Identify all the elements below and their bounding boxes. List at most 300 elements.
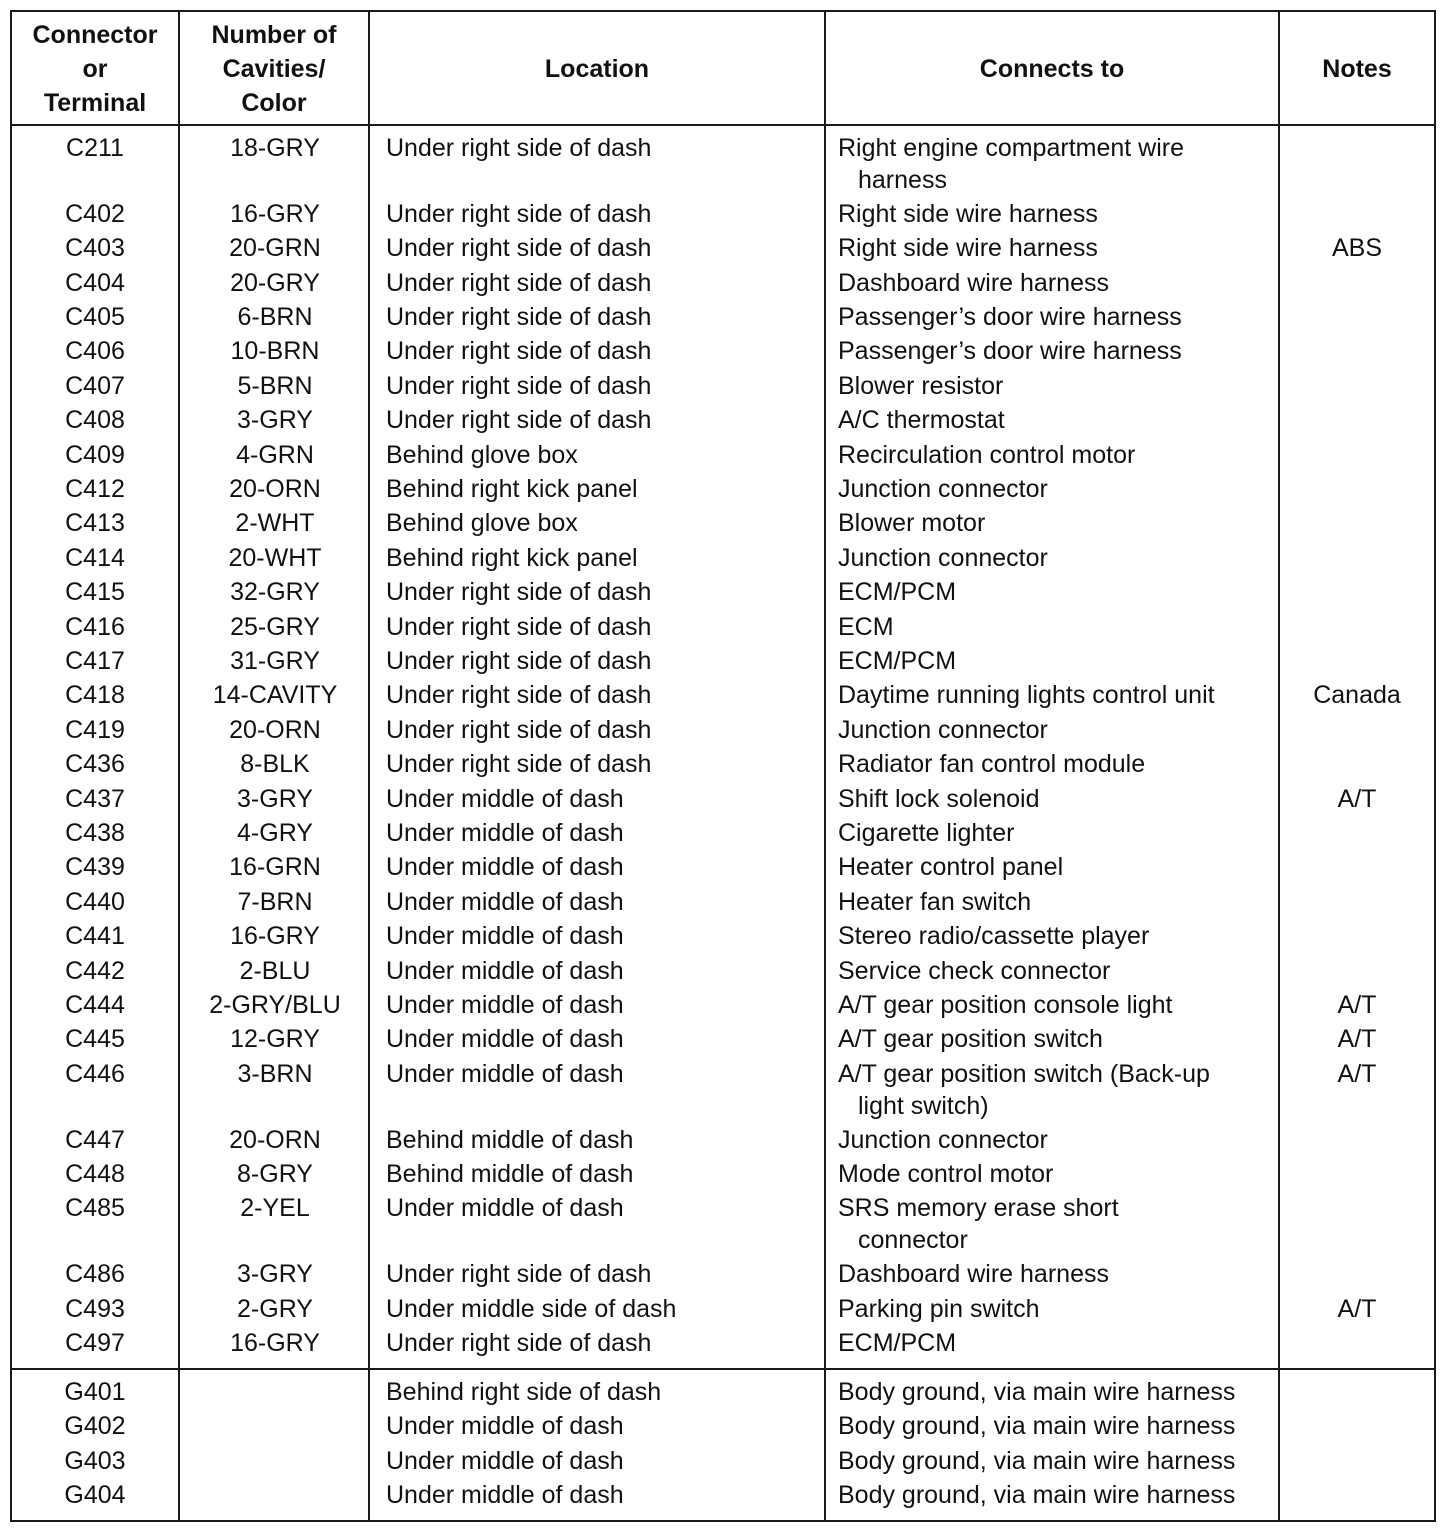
location-cell xyxy=(386,404,816,436)
connects-cell xyxy=(838,1479,1278,1511)
terminal-cell-text: C402 xyxy=(65,199,125,228)
connects-cell-text: A/T gear position console light xyxy=(838,991,1173,1019)
location-cell-text: Under middle of dash xyxy=(386,853,624,882)
connects-cell-text: Junction connector xyxy=(838,475,1048,503)
cavities-cell-text: 4-GRN xyxy=(236,440,314,469)
location-cell xyxy=(386,542,816,574)
cavities-cell xyxy=(180,198,370,230)
cavities-cell xyxy=(180,1058,370,1090)
header-cavities-line: Cavities/ xyxy=(222,55,326,83)
terminal-cell xyxy=(12,611,178,643)
cavities-cell xyxy=(180,576,370,608)
location-cell-text: Under middle of dash xyxy=(386,1481,624,1510)
cavities-cell-text: 16-GRY xyxy=(230,1329,320,1357)
terminal-cell-text: C403 xyxy=(65,234,125,263)
location-cell xyxy=(386,1058,816,1090)
location-cell-text: Under middle of dash xyxy=(386,1194,624,1223)
cavities-cell xyxy=(180,714,370,746)
connects-cell-text: Radiator fan control module xyxy=(838,750,1146,779)
connects-cell-text: Body ground, via main wire harness xyxy=(838,1378,1236,1406)
terminal-cell xyxy=(12,198,178,230)
header-terminal-line: Terminal xyxy=(43,89,147,117)
terminal-cell-text: C441 xyxy=(65,922,125,951)
location-cell-text: Under right side of dash xyxy=(386,1329,652,1357)
cavities-cell xyxy=(180,1192,370,1224)
terminal-cell xyxy=(12,439,178,471)
location-cell-text: Under right side of dash xyxy=(386,681,652,710)
terminal-cell-text: C413 xyxy=(65,509,125,538)
connects-cell xyxy=(838,645,1278,677)
location-cell xyxy=(386,335,816,367)
location-cell-text: Under middle of dash xyxy=(386,991,624,1019)
location-cell xyxy=(386,1410,816,1442)
location-cell-text: Under right side of dash xyxy=(386,647,652,675)
terminal-cell-text: C447 xyxy=(65,1125,125,1154)
notes-cell xyxy=(1280,679,1434,711)
terminal-cell xyxy=(12,301,178,333)
connects-cell xyxy=(838,1445,1278,1477)
location-cell xyxy=(386,886,816,918)
notes-cell-text: A/T xyxy=(1337,1025,1377,1054)
cavities-cell-text: 16-GRY xyxy=(230,922,320,951)
header-connects xyxy=(826,12,1278,126)
cavities-cell xyxy=(180,989,370,1021)
terminal-cell-text: C438 xyxy=(65,819,125,847)
connects-cell-text: Cigarette lighter xyxy=(838,819,1015,847)
location-cell-text: Under middle of dash xyxy=(386,887,624,916)
cavities-cell-text: 25-GRY xyxy=(230,612,320,641)
connects-cell-text: Passenger’s door wire harness xyxy=(838,337,1182,366)
cavities-cell xyxy=(180,645,370,677)
terminal-cell-text: C493 xyxy=(65,1294,125,1323)
terminal-cell xyxy=(12,232,178,264)
cavities-cell xyxy=(180,439,370,471)
terminal-cell-text: G404 xyxy=(64,1481,126,1510)
cavities-cell xyxy=(180,783,370,815)
connects-cell xyxy=(838,301,1278,333)
terminal-cell xyxy=(12,920,178,952)
terminal-cell-text: C486 xyxy=(65,1260,125,1289)
location-cell xyxy=(386,851,816,883)
location-cell xyxy=(386,679,816,711)
terminal-cell xyxy=(12,404,178,436)
notes-cell xyxy=(1280,989,1434,1021)
location-cell xyxy=(386,1158,816,1190)
location-cell xyxy=(386,439,816,471)
location-cell xyxy=(386,507,816,539)
header-cavities-line: Number of xyxy=(211,21,337,49)
cavities-cell xyxy=(180,679,370,711)
terminal-cell xyxy=(12,748,178,780)
location-cell-text: Under right side of dash xyxy=(386,406,652,435)
location-cell-text: Under middle of dash xyxy=(386,819,624,847)
cavities-cell-text: 8-GRY xyxy=(237,1160,313,1188)
connects-cell xyxy=(838,920,1278,952)
cavities-cell xyxy=(180,370,370,402)
terminal-cell-text: C444 xyxy=(65,991,125,1019)
connects-cell-text: Parking pin switch xyxy=(838,1294,1040,1323)
notes-cell xyxy=(1280,1023,1434,1055)
terminal-cell-text: C406 xyxy=(65,337,125,366)
terminal-cell xyxy=(12,645,178,677)
location-cell-text: Under right side of dash xyxy=(386,303,652,331)
header-notes xyxy=(1280,12,1434,126)
terminal-cell-text: C404 xyxy=(65,268,125,297)
cavities-cell-text: 7-BRN xyxy=(237,887,313,916)
header-location-label: Location xyxy=(544,55,650,83)
connects-cell-continuation: harness xyxy=(858,166,947,194)
cavities-cell-text: 20-WHT xyxy=(228,543,322,572)
connects-cell xyxy=(838,611,1278,643)
terminal-cell-text: G401 xyxy=(64,1378,126,1406)
cavities-cell-text: 16-GRN xyxy=(229,853,321,882)
connects-cell xyxy=(838,576,1278,608)
location-cell xyxy=(386,955,816,987)
terminal-cell xyxy=(12,679,178,711)
header-connects-label: Connects to xyxy=(979,55,1125,83)
connects-cell-text: ECM/PCM xyxy=(838,578,957,607)
location-cell xyxy=(386,1023,816,1055)
cavities-cell-text: 3-BRN xyxy=(237,1059,313,1088)
connects-cell xyxy=(838,817,1278,849)
connects-cell-text: Heater control panel xyxy=(838,853,1064,882)
terminal-cell-text: C417 xyxy=(65,647,125,675)
connects-cell-text: Blower motor xyxy=(838,509,986,538)
connector-table xyxy=(10,10,1436,1522)
notes-cell xyxy=(1280,783,1434,815)
connects-cell xyxy=(838,1376,1278,1408)
terminal-cell-text: C409 xyxy=(65,440,125,469)
location-cell xyxy=(386,645,816,677)
terminal-cell-text: C211 xyxy=(66,134,124,162)
cavities-cell-text: 20-ORN xyxy=(229,475,321,503)
connects-cell xyxy=(838,783,1278,815)
location-cell xyxy=(386,989,816,1021)
cavities-cell-text: 20-ORN xyxy=(229,1125,321,1154)
connects-cell-text: Junction connector xyxy=(838,1125,1048,1154)
location-cell-text: Under right side of dash xyxy=(386,578,652,607)
connects-cell-text: A/T gear position switch (Back-up xyxy=(838,1059,1210,1088)
terminal-cell-text: C446 xyxy=(65,1059,125,1088)
terminal-cell xyxy=(12,370,178,402)
location-cell-text: Under right side of dash xyxy=(386,234,652,263)
connects-cell-text: A/T gear position switch xyxy=(838,1025,1103,1054)
cavities-cell-text: 31-GRY xyxy=(230,647,320,675)
terminal-cell xyxy=(12,714,178,746)
connects-cell-text: Dashboard wire harness xyxy=(838,1260,1109,1289)
cavities-cell xyxy=(180,748,370,780)
cavities-cell xyxy=(180,232,370,264)
cavities-cell xyxy=(180,267,370,299)
notes-cell xyxy=(1280,1293,1434,1325)
location-cell-text: Behind middle of dash xyxy=(386,1125,634,1154)
location-cell xyxy=(386,132,816,164)
connects-cell-text: Recirculation control motor xyxy=(838,440,1136,469)
cavities-cell-text: 3-GRY xyxy=(237,406,313,435)
cavities-cell xyxy=(180,1158,370,1190)
location-cell xyxy=(386,267,816,299)
connects-cell-text: Right engine compartment wire xyxy=(838,134,1184,162)
cavities-cell-text: 12-GRY xyxy=(230,1025,320,1054)
connects-cell xyxy=(838,1293,1278,1325)
cavities-cell-text: 16-GRY xyxy=(230,199,320,228)
cavities-cell-text: 2-WHT xyxy=(235,509,315,538)
terminal-cell xyxy=(12,1058,178,1090)
notes-cell xyxy=(1280,1058,1434,1090)
location-cell-text: Behind right side of dash xyxy=(386,1378,662,1406)
terminal-cell-text: C419 xyxy=(65,715,125,744)
connects-cell-text: Body ground, via main wire harness xyxy=(838,1481,1236,1510)
connects-cell xyxy=(838,748,1278,780)
header-notes-label: Notes xyxy=(1322,55,1392,83)
connects-cell-text: Body ground, via main wire harness xyxy=(838,1446,1236,1475)
location-cell-text: Under middle of dash xyxy=(386,784,624,813)
cavities-cell xyxy=(180,920,370,952)
cavities-cell-text: 14-CAVITY xyxy=(212,681,338,710)
connects-cell xyxy=(838,542,1278,574)
terminal-cell-text: C445 xyxy=(65,1025,125,1054)
cavities-cell xyxy=(180,132,370,164)
connects-cell-text: Blower resistor xyxy=(838,371,1004,400)
connects-cell-text: Junction connector xyxy=(838,715,1048,744)
location-cell xyxy=(386,370,816,402)
connects-cell-text: ECM/PCM xyxy=(838,647,957,675)
connects-cell xyxy=(838,1023,1278,1055)
terminal-cell xyxy=(12,886,178,918)
location-cell-text: Under middle side of dash xyxy=(386,1294,677,1323)
terminal-cell xyxy=(12,817,178,849)
header-terminal-line: or xyxy=(82,55,108,83)
cavities-cell xyxy=(180,886,370,918)
terminal-cell-text: C437 xyxy=(65,784,125,813)
terminal-cell-text: C448 xyxy=(65,1160,125,1188)
connects-cell xyxy=(838,1327,1278,1359)
connects-cell-text: ECM xyxy=(838,612,894,641)
cavities-cell-text: 8-BLK xyxy=(240,750,310,779)
location-cell-text: Under middle of dash xyxy=(386,956,624,985)
notes-cell-text: A/T xyxy=(1337,991,1377,1019)
connects-cell-text: Stereo radio/cassette player xyxy=(838,922,1150,951)
cavities-cell-text: 3-GRY xyxy=(237,1260,313,1289)
location-cell xyxy=(386,1327,816,1359)
cavities-cell-text: 5-BRN xyxy=(237,371,313,400)
connects-cell xyxy=(838,370,1278,402)
connects-cell xyxy=(838,132,1278,196)
location-cell-text: Behind middle of dash xyxy=(386,1160,634,1188)
cavities-cell xyxy=(180,473,370,505)
location-cell xyxy=(386,576,816,608)
notes-cell-text: A/T xyxy=(1337,784,1377,813)
connects-cell-text: Service check connector xyxy=(838,956,1111,985)
terminal-cell-text: C416 xyxy=(65,612,125,641)
header-location xyxy=(370,12,824,126)
cavities-cell xyxy=(180,335,370,367)
location-cell-text: Under middle of dash xyxy=(386,1025,624,1054)
terminal-cell xyxy=(12,955,178,987)
cavities-cell-text: 10-BRN xyxy=(230,337,320,366)
column-divider xyxy=(824,12,826,1520)
connects-cell-continuation: connector xyxy=(858,1226,968,1255)
location-cell xyxy=(386,1376,816,1408)
connects-cell-text: Right side wire harness xyxy=(838,234,1098,263)
location-cell xyxy=(386,920,816,952)
terminal-cell-text: G402 xyxy=(64,1412,126,1441)
location-cell xyxy=(386,232,816,264)
location-cell-text: Under middle of dash xyxy=(386,1412,624,1441)
terminal-cell-text: C497 xyxy=(65,1329,125,1357)
connects-cell-text: Shift lock solenoid xyxy=(838,784,1040,813)
terminal-cell-text: C418 xyxy=(65,681,125,710)
connects-cell xyxy=(838,1124,1278,1156)
cavities-cell xyxy=(180,1258,370,1290)
location-cell xyxy=(386,817,816,849)
terminal-cell xyxy=(12,335,178,367)
connects-cell-text: ECM/PCM xyxy=(838,1329,957,1357)
terminal-cell xyxy=(12,1445,178,1477)
terminal-cell xyxy=(12,542,178,574)
location-cell xyxy=(386,748,816,780)
connects-cell-text: Right side wire harness xyxy=(838,199,1098,228)
connects-cell xyxy=(838,1158,1278,1190)
terminal-cell xyxy=(12,1192,178,1224)
notes-cell-text: A/T xyxy=(1337,1059,1377,1088)
terminal-cell xyxy=(12,267,178,299)
location-cell-text: Under right side of dash xyxy=(386,134,652,162)
cavities-cell-text: 4-GRY xyxy=(237,819,313,847)
terminal-cell xyxy=(12,1293,178,1325)
cavities-cell xyxy=(180,1293,370,1325)
location-cell xyxy=(386,611,816,643)
cavities-cell xyxy=(180,1124,370,1156)
connects-cell xyxy=(838,267,1278,299)
header-terminal-line: Connector xyxy=(32,21,158,49)
header-terminal xyxy=(12,12,178,126)
connects-cell xyxy=(838,1192,1278,1256)
location-cell xyxy=(386,473,816,505)
connects-cell xyxy=(838,232,1278,264)
location-cell-text: Under right side of dash xyxy=(386,268,652,297)
location-cell-text: Under right side of dash xyxy=(386,612,652,641)
connects-cell-text: Passenger’s door wire harness xyxy=(838,303,1182,331)
terminal-cell-text: C436 xyxy=(65,750,125,779)
terminal-cell xyxy=(12,132,178,164)
notes-cell-text: A/T xyxy=(1337,1294,1377,1323)
terminal-cell xyxy=(12,1479,178,1511)
terminal-cell xyxy=(12,1023,178,1055)
header-cavities-line: Color xyxy=(241,89,307,117)
cavities-cell-text: 20-ORN xyxy=(229,715,321,744)
section-divider xyxy=(12,1368,1434,1370)
terminal-cell xyxy=(12,1327,178,1359)
notes-cell xyxy=(1280,232,1434,264)
cavities-cell-text: 2-GRY/BLU xyxy=(209,991,341,1019)
cavities-cell xyxy=(180,542,370,574)
location-cell xyxy=(386,1258,816,1290)
location-cell xyxy=(386,783,816,815)
connects-cell-text: Junction connector xyxy=(838,543,1048,572)
cavities-cell xyxy=(180,611,370,643)
terminal-cell xyxy=(12,1410,178,1442)
location-cell-text: Under right side of dash xyxy=(386,199,652,228)
terminal-cell-text: C405 xyxy=(65,303,125,331)
connects-cell-text: SRS memory erase short xyxy=(838,1194,1119,1223)
location-cell-text: Under middle of dash xyxy=(386,1446,624,1475)
terminal-cell xyxy=(12,1258,178,1290)
terminal-cell-text: C485 xyxy=(65,1194,125,1223)
notes-cell-text: Canada xyxy=(1313,681,1401,710)
location-cell xyxy=(386,1479,816,1511)
cavities-cell-text: 20-GRN xyxy=(229,234,321,263)
terminal-cell xyxy=(12,507,178,539)
connects-cell-text: Mode control motor xyxy=(838,1160,1054,1188)
location-cell xyxy=(386,1293,816,1325)
cavities-cell-text: 18-GRY xyxy=(230,134,320,162)
cavities-cell-text: 2-BLU xyxy=(239,956,311,985)
connects-cell xyxy=(838,1258,1278,1290)
connects-cell xyxy=(838,473,1278,505)
location-cell-text: Behind right kick panel xyxy=(386,543,638,572)
connects-cell-text: Body ground, via main wire harness xyxy=(838,1412,1236,1441)
connects-cell xyxy=(838,714,1278,746)
location-cell-text: Under right side of dash xyxy=(386,715,652,744)
connects-cell xyxy=(838,335,1278,367)
terminal-cell-text: C414 xyxy=(65,543,125,572)
terminal-cell-text: C412 xyxy=(65,475,125,503)
location-cell-text: Under middle of dash xyxy=(386,922,624,951)
location-cell xyxy=(386,714,816,746)
location-cell-text: Under right side of dash xyxy=(386,337,652,366)
terminal-cell-text: C408 xyxy=(65,406,125,435)
connects-cell xyxy=(838,1058,1278,1122)
cavities-cell-text: 3-GRY xyxy=(237,784,313,813)
terminal-cell xyxy=(12,783,178,815)
location-cell-text: Under right side of dash xyxy=(386,371,652,400)
connects-cell xyxy=(838,679,1278,711)
location-cell xyxy=(386,1124,816,1156)
connects-cell xyxy=(838,198,1278,230)
cavities-cell xyxy=(180,1327,370,1359)
location-cell xyxy=(386,301,816,333)
header-cavities xyxy=(180,12,368,126)
connects-cell xyxy=(838,989,1278,1021)
connects-cell-continuation: light switch) xyxy=(858,1091,989,1120)
terminal-cell xyxy=(12,851,178,883)
cavities-cell-text: 2-YEL xyxy=(240,1194,310,1223)
terminal-cell-text: C415 xyxy=(65,578,125,607)
terminal-cell xyxy=(12,473,178,505)
notes-cell-text: ABS xyxy=(1331,234,1383,263)
terminal-cell-text: G403 xyxy=(64,1446,126,1475)
cavities-cell xyxy=(180,507,370,539)
connects-cell xyxy=(838,404,1278,436)
terminal-cell xyxy=(12,1124,178,1156)
terminal-cell xyxy=(12,576,178,608)
terminal-cell-text: C407 xyxy=(65,371,125,400)
cavities-cell-text: 20-GRY xyxy=(230,268,320,297)
connects-cell xyxy=(838,507,1278,539)
location-cell xyxy=(386,1445,816,1477)
connects-cell xyxy=(838,851,1278,883)
location-cell xyxy=(386,198,816,230)
connects-cell xyxy=(838,886,1278,918)
connects-cell xyxy=(838,955,1278,987)
cavities-cell-text: 32-GRY xyxy=(230,578,320,607)
connects-cell xyxy=(838,1410,1278,1442)
connects-cell-text: Daytime running lights control unit xyxy=(838,681,1215,710)
cavities-cell xyxy=(180,851,370,883)
connects-cell-text: A/C thermostat xyxy=(838,406,1005,435)
location-cell xyxy=(386,1192,816,1224)
